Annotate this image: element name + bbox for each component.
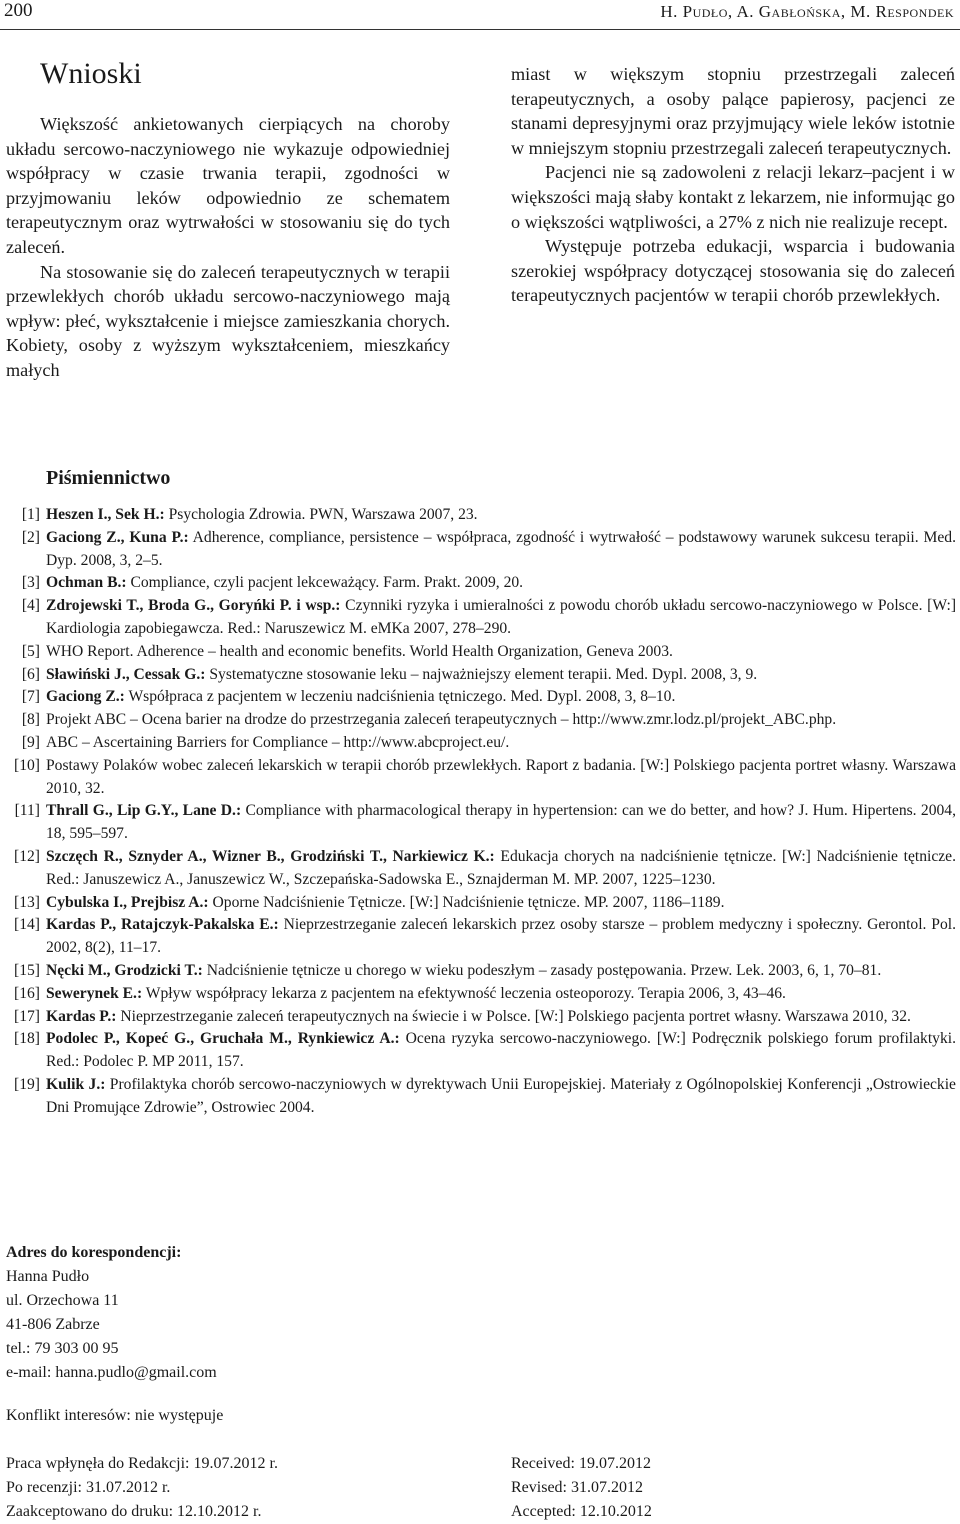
conclusions-paragraph-4: Występuje potrzeba edukacji, wsparcia i budowania szerokiej współpracy dotyczącej stosowania się do zaleceń terapeutycznych pacjentów w terapii chorób przewlekłych. [511,236,955,306]
running-head: H. Pudło, A. Gabłońska, M. Respondek [660,2,954,21]
reference-item [6,709,956,732]
correspondence-name: Hanna Pudło [6,1268,90,1285]
reference-number: [4] [21,597,40,615]
date-accepted-pl: Zaakceptowano do druku: 12.10.2012 r. [6,1503,262,1520]
header-rule [0,29,960,30]
reference-text: Systematyczne stosowanie leku – najważniejszy element terapii. Med. Dypl. 2008, 3, 9. [205,665,758,683]
reference-authors: Heszen I., Sek H.: [46,506,165,523]
date-revised-en: Revised: 31.07.2012 [511,1479,643,1496]
correspondence-city: 41-806 Zabrze [6,1316,100,1333]
reference-number: [10] [14,756,40,774]
reference-number: [19] [14,1075,40,1093]
reference-item [6,664,956,687]
references-list [6,504,956,1120]
reference-authors: Gaciong Z.: [46,688,125,706]
reference-text: Projekt ABC – Ocena barier na drodze do przestrzegania zaleceń terapeutycznych – http://www.zmr.lodz.pl/projekt_ABC.php. [46,711,837,729]
reference-number: [7] [21,688,40,706]
reference-number: [18] [14,1030,40,1048]
reference-number: [14] [14,916,40,934]
reference-authors: Thrall G., Lip G.Y., Lane D.: [46,802,242,820]
reference-number: [17] [14,1007,40,1025]
conclusions-paragraph-2-continued: miast w większym stopniu przestrzegali zaleceń terapeutycznych, a osoby palące papierosy, pacjenci ze stanami depresyjnymi oraz przyjmujący wiele leków istotnie w mniejszym stopniu przestrzegali zaleceń terapeutycznych. [511,64,955,158]
reference-item [6,755,956,801]
reference-authors: Cybulska I., Prejbisz A.: [46,893,209,911]
dates-english [511,1452,652,1524]
left-column [6,112,450,383]
reference-item [6,1028,956,1074]
reference-item [6,846,956,892]
reference-item [6,1074,956,1120]
reference-item [6,595,956,641]
reference-item [6,800,956,846]
reference-text: Nieprzestrzeganie zaleceń terapeutycznych na świecie i w Polsce. [W:] Polskiego pacjenta portret własny. Warszawa 2010, 32. [116,1007,911,1025]
reference-authors: Podolec P., Kopeć G., Gruchała M., Rynkiewicz A.: [46,1030,400,1048]
references-heading: Piśmiennictwo [46,467,171,489]
date-revised-pl: Po recenzji: 31.07.2012 r. [6,1479,171,1496]
reference-authors: Ochman B.: [46,574,127,592]
reference-item [6,914,956,960]
reference-authors: Kardas P.: [46,1007,117,1025]
reference-item [6,732,956,755]
reference-item [6,983,956,1006]
reference-text: Współpraca z pacjentem w leczeniu nadciśnienia tętniczego. Med. Dypl. 2008, 3, 8–10. [124,688,676,706]
reference-authors: Kardas P., Ratajczyk-Pakalska E.: [46,916,279,934]
reference-text: Oporne Nadciśnienie Tętnicze. [W:] Nadciśnienie tętnicze. MP. 2007, 1186–1189. [208,893,725,911]
reference-text: Nieprzestrzeganie zaleceń lekarskich przez osoby starsze – problem medyczny i społeczny. Gerontol. Pol. 2002, 8(2), 11–17. [46,916,956,957]
reference-authors: Sewerynek E.: [46,984,143,1002]
conclusions-paragraph-1: Większość ankietowanych cierpiących na choroby układu sercowo-naczyniowego nie wykazuje odpowiedniej współpracy w czasie trwania terapii, zgodności w przyjmowaniu leków odpowiednio ze schematem terapeutycznym oraz wytrwałości w stosowaniu się do tych zaleceń. [6,114,450,257]
reference-number: [16] [14,984,40,1002]
reference-item [6,641,956,664]
reference-text: Postawy Polaków wobec zaleceń lekarskich w terapii chorób przewlekłych. Raport z badania. [W:] Polskiego pacjenta portret własny. Warszawa 2010, 32. [46,756,956,797]
reference-text: Ocena ryzyka sercowo-naczyniowego. [W:] Podręcznik polskiego forum profilaktyki. Red.: Podolec P. MP 2011, 157. [46,1030,956,1071]
reference-number: [6] [21,665,40,683]
reference-text: Edukacja chorych na nadciśnienie tętnicze. [W:] Nadciśnienie tętnicze. Red.: Januszewicz A., Januszewicz W., Szczepańska-Sadowska E., Sznajderman M. MP. 2007, 1225–1230. [46,847,956,888]
reference-text: Adherence, compliance, persistence – współpraca, zgodność i wytrwałość – podstawowy warunek sukcesu terapii. Med. Dyp. 2008, 3, 2–5. [46,528,956,569]
reference-text: Nadciśnienie tętnicze u chorego w wieku podeszłym – zasady postępowania. Przew. Lek. 2003, 6, 1, 70–81. [202,961,882,979]
reference-text: Wpływ współpracy lekarza z pacjentem na efektywność leczenia osteoporozy. Terapia 2006, 3, 43–46. [142,984,786,1002]
correspondence-block [6,1241,217,1385]
reference-number: [9] [21,733,40,751]
conclusions-paragraph-2: Na stosowanie się do zaleceń terapeutycznych w terapii przewlekłych chorób układu sercowo-naczyniowego mają wpływ: płeć, wykształcenie i miejsce zamieszkania chorych. Kobiety, osoby z wyższym wykształceniem, mieszkańcy małych [6,261,450,380]
reference-item [6,686,956,709]
correspondence-phone: tel.: 79 303 00 95 [6,1340,119,1357]
reference-authors: Gaciong Z., Kuna P.: [46,528,189,546]
reference-number: [13] [14,893,40,911]
reference-number: [15] [14,961,40,979]
reference-number: [3] [21,574,40,592]
reference-item [6,527,956,573]
reference-text: WHO Report. Adherence – health and economic benefits. World Health Organization, Geneva 2003. [46,642,673,660]
reference-text: Czynniki ryzyka i umieralności z powodu chorób układu sercowo-naczyniowego w Polsce. [W:] Kardiologia zapobiegawcza. Red.: Naruszewicz M. eMKa 2007, 278–290. [46,597,957,637]
conclusions-paragraph-3: Pacjenci nie są zadowoleni z relacji lekarz–pacjent i w większości mają słaby kontakt z lekarzem, nie informując go o większości wątpliwości, a 27% z nich nie realizuje recept. [511,162,955,232]
reference-item [6,892,956,915]
reference-text: ABC – Ascertaining Barriers for Compliance – http://www.abcproject.eu/. [46,733,510,751]
reference-text: Compliance with pharmacological therapy in hypertension: can we do better, and how? J. Hum. Hipertens. 2004, 18, 595–597. [46,802,956,843]
reference-number: [12] [14,847,40,865]
correspondence-email: e-mail: hanna.pudlo@gmail.com [6,1364,217,1381]
conflict-of-interest: Konflikt interesów: nie występuje [6,1407,224,1424]
reference-number: [8] [21,711,40,729]
page-number: 200 [4,0,33,21]
correspondence-street: ul. Orzechowa 11 [6,1292,119,1309]
reference-authors: Szczęch R., Sznyder A., Wizner B., Grodziński T., Narkiewicz K.: [46,847,495,865]
date-accepted-en: Accepted: 12.10.2012 [511,1503,652,1520]
reference-text: Psychologia Zdrowia. PWN, Warszawa 2007, 23. [164,506,478,523]
reference-authors: Nęcki M., Grodzicki T.: [46,961,203,979]
reference-item [6,572,956,595]
reference-number: [2] [21,528,40,546]
reference-number: [11] [14,802,40,820]
date-received-en: Received: 19.07.2012 [511,1455,651,1472]
dates-polish [6,1452,278,1524]
reference-text: Profilaktyka chorób sercowo-naczyniowych w dyrektywach Unii Europejskiej. Materiały z Ogólnopolskiej Konferencji „Ostrowieckie Dni Promujące Zdrowie”, Ostrowiec 2004. [46,1075,956,1116]
conclusions-heading: Wnioski [40,57,142,90]
reference-number: [5] [21,642,40,660]
reference-authors: Kulik J.: [46,1075,106,1093]
right-column [511,62,955,308]
page-header [0,0,960,30]
reference-authors: Sławiński J., Cessak G.: [46,665,206,683]
reference-item [6,504,956,527]
reference-text: Compliance, czyli pacjent lekceważący. Farm. Prakt. 2009, 20. [126,574,524,592]
reference-number: [1] [21,506,40,523]
date-received-pl: Praca wpłynęła do Redakcji: 19.07.2012 r. [6,1455,278,1472]
correspondence-label: Adres do korespondencji: [6,1244,182,1261]
reference-item [6,1006,956,1029]
reference-authors: Zdrojewski T., Broda G., Goryńki P. i wsp.: [46,597,341,615]
reference-item [6,960,956,983]
